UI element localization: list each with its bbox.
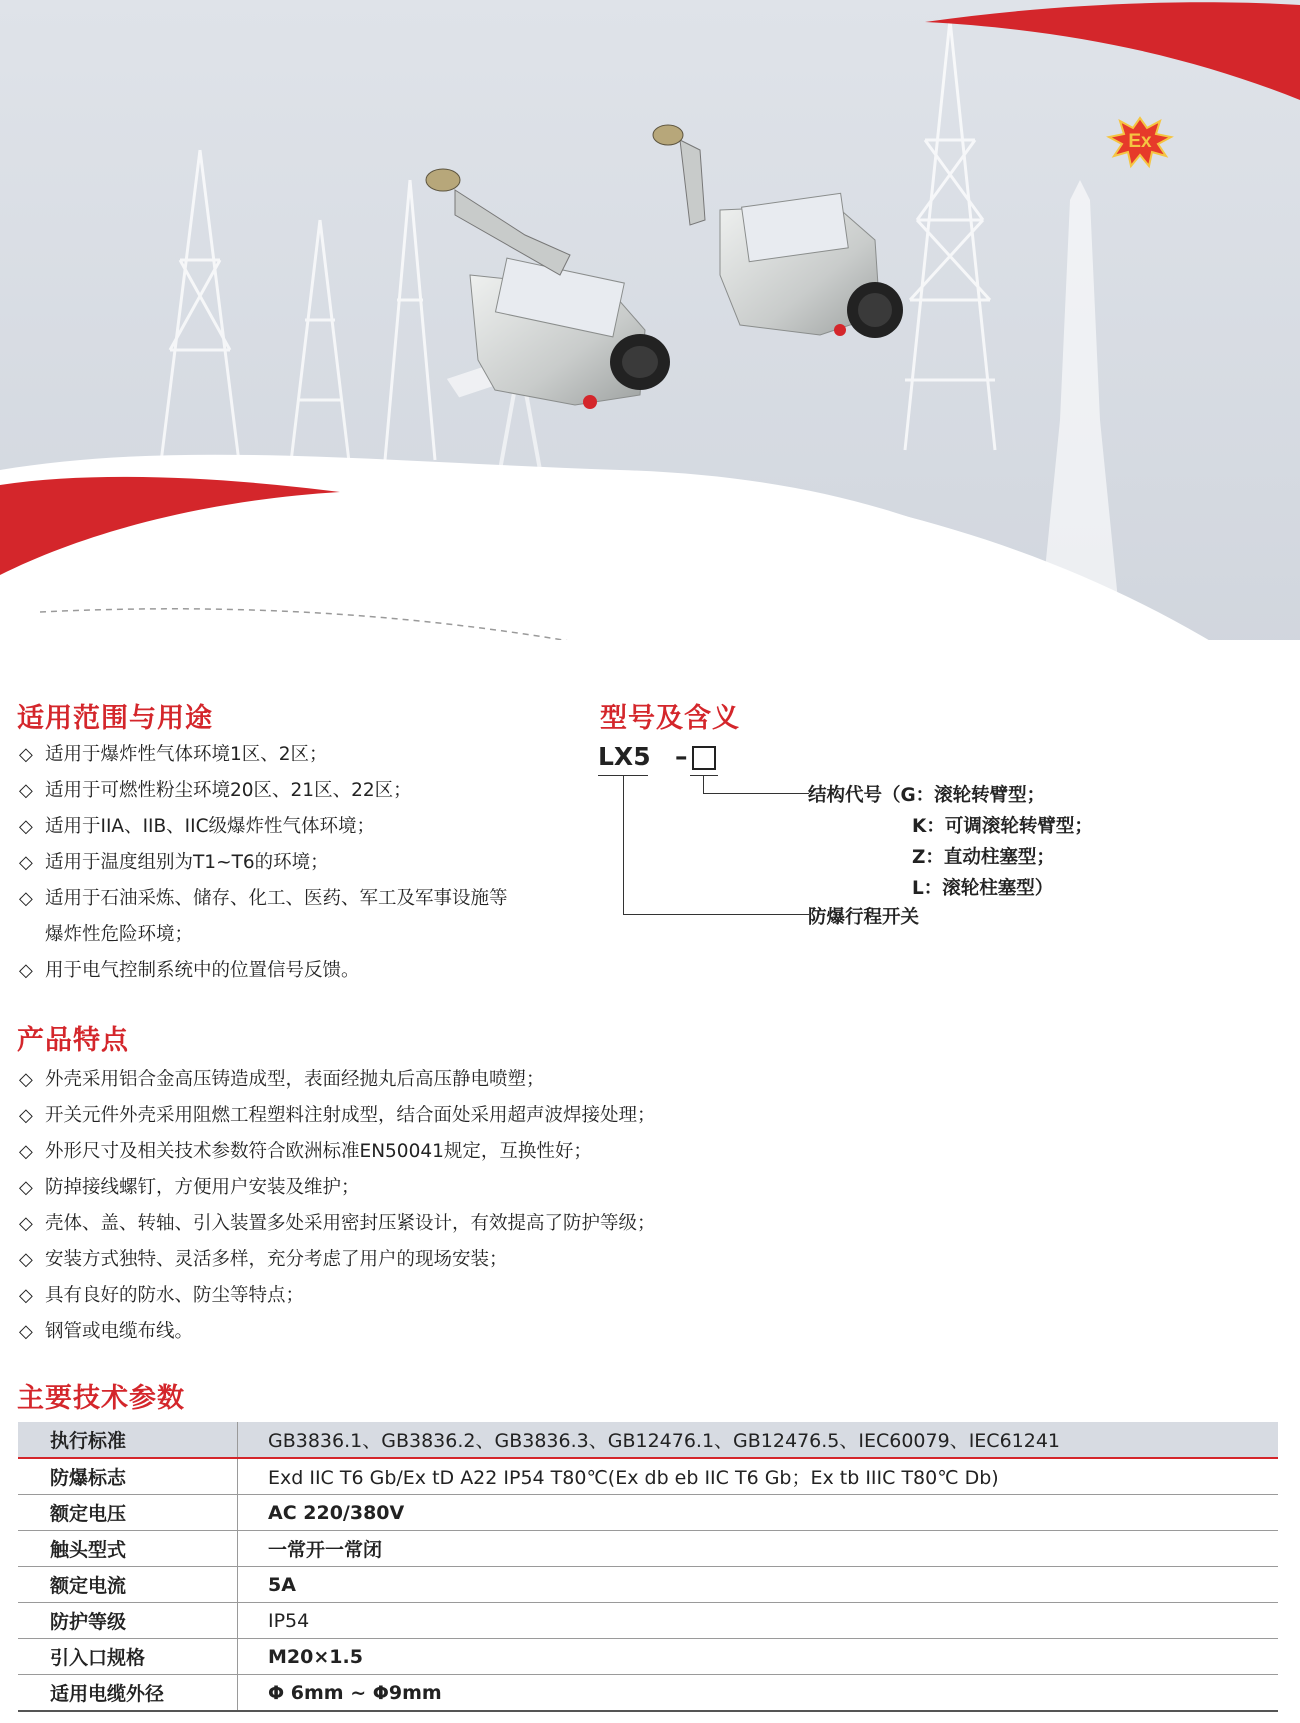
- diamond-bullet-icon: ◇: [19, 816, 33, 837]
- structure-line-2: K：可调滚轮转臂型；: [912, 816, 1093, 837]
- spec-value: M20×1.5: [238, 1639, 1279, 1675]
- spec-key: 防爆标志: [18, 1458, 238, 1495]
- list-item: [19, 1062, 1119, 1098]
- table-row: [18, 1603, 1278, 1639]
- table-row: [18, 1639, 1278, 1675]
- list-item: [19, 737, 579, 773]
- list-item: [19, 773, 579, 809]
- table-row: [18, 1531, 1278, 1567]
- diamond-bullet-icon: ◇: [19, 852, 33, 873]
- usage-item-text: 适用于温度组别为T1~T6的环境；: [45, 852, 329, 873]
- usage-list: [19, 737, 579, 989]
- spec-value: Exd IIC T6 Gb/Ex tD A22 IP54 T80℃(Ex db eb IIC T6 Gb；Ex tb IIIC T80℃ Db): [238, 1458, 1279, 1495]
- diamond-bullet-icon: ◇: [19, 780, 33, 801]
- spec-value: GB3836.1、GB3836.2、GB3836.3、GB12476.1、GB12476.5、IEC60079、IEC61241: [238, 1422, 1279, 1458]
- spec-key: 引入口规格: [18, 1639, 238, 1675]
- feature-item-text: 开关元件外壳采用阻燃工程塑料注射成型，结合面处采用超声波焊接处理；: [45, 1105, 656, 1126]
- spec-key: 执行标准: [18, 1422, 238, 1458]
- usage-item-text: 适用于IIA、IIB、IIC级爆炸性气体环境；: [45, 816, 376, 837]
- diamond-bullet-icon: ◇: [19, 1069, 33, 1090]
- feature-item-text: 防掉接线螺钉，方便用户安装及维护；: [45, 1177, 360, 1198]
- diamond-bullet-icon: ◇: [19, 1177, 33, 1198]
- table-row: [18, 1422, 1278, 1458]
- spec-value: 一常开一常闭: [238, 1531, 1279, 1567]
- spec-key: 防护等级: [18, 1603, 238, 1639]
- spec-key: 触头型式: [18, 1531, 238, 1567]
- list-item: [19, 1170, 1119, 1206]
- spec-key: 额定电压: [18, 1495, 238, 1531]
- spec-value: IP54: [238, 1603, 1279, 1639]
- diamond-bullet-icon: ◇: [19, 1213, 33, 1234]
- feature-item-text: 具有良好的防水、防尘等特点；: [45, 1285, 305, 1306]
- usage-title: 适用范围与用途: [17, 703, 213, 734]
- diamond-bullet-icon: ◇: [19, 1249, 33, 1270]
- list-item: [19, 1314, 1119, 1350]
- spec-value: AC 220/380V: [238, 1495, 1279, 1531]
- feature-item-text: 外壳采用铝合金高压铸造成型，表面经抛丸后高压静电喷塑；: [45, 1069, 545, 1090]
- list-item: [19, 1278, 1119, 1314]
- model-code: LX5: [598, 742, 651, 771]
- diamond-bullet-icon: ◇: [19, 744, 33, 765]
- list-item: [19, 1134, 1119, 1170]
- feature-item-text: 壳体、盖、转轴、引入装置多处采用密封压紧设计，有效提高了防护等级；: [45, 1213, 656, 1234]
- spec-value: Φ 6mm ~ Φ9mm: [238, 1675, 1279, 1712]
- list-item: [19, 1206, 1119, 1242]
- diamond-bullet-icon: ◇: [19, 1141, 33, 1162]
- switch-connector: [623, 775, 809, 915]
- diamond-bullet-icon: ◇: [19, 888, 33, 909]
- usage-item-text: 适用于爆炸性气体环境1区、2区；: [45, 744, 328, 765]
- spec-key: 额定电流: [18, 1567, 238, 1603]
- list-item: [19, 809, 579, 845]
- structure-line-4: L：滚轮柱塞型）: [912, 878, 1054, 899]
- feature-item-text: 安装方式独特、灵活多样，充分考虑了用户的现场安装；: [45, 1249, 508, 1270]
- switch-label: 防爆行程开关: [808, 907, 920, 928]
- list-item-continuation: [19, 917, 579, 953]
- list-item: [19, 953, 579, 989]
- table-row: [18, 1567, 1278, 1603]
- list-item: [19, 845, 579, 881]
- structure-line-1: 结构代号（G：滚轮转臂型；: [808, 785, 1046, 806]
- diamond-bullet-icon: ◇: [19, 1285, 33, 1306]
- list-item: [19, 1242, 1119, 1278]
- spec-value: 5A: [238, 1567, 1279, 1603]
- usage-item-text: 爆炸性危险环境；: [45, 924, 194, 945]
- hero-banner: [0, 0, 1300, 640]
- features-list: [19, 1062, 1119, 1350]
- diamond-bullet-icon: ◇: [19, 960, 33, 981]
- table-row: [18, 1458, 1278, 1495]
- table-row: [18, 1675, 1278, 1712]
- spec-key: 适用电缆外径: [18, 1675, 238, 1712]
- list-item: [19, 881, 579, 917]
- structure-line-3: Z：直动柱塞型；: [912, 847, 1055, 868]
- usage-item-text: 适用于可燃性粉尘环境20区、21区、22区；: [45, 780, 412, 801]
- model-title: 型号及含义: [600, 703, 740, 734]
- list-item: [19, 1098, 1119, 1134]
- usage-item-text: 适用于石油采炼、储存、化工、医药、军工及军事设施等: [45, 888, 508, 909]
- feature-item-text: 钢管或电缆布线。: [45, 1321, 194, 1342]
- usage-item-text: 用于电气控制系统中的位置信号反馈。: [45, 960, 360, 981]
- specs-table: [18, 1422, 1278, 1712]
- diamond-bullet-icon: ◇: [19, 1321, 33, 1342]
- feature-item-text: 外形尺寸及相关技术参数符合欧洲标准EN50041规定，互换性好；: [45, 1141, 592, 1162]
- table-row: [18, 1495, 1278, 1531]
- model-placeholder-box: [692, 746, 716, 770]
- specs-title: 主要技术参数: [17, 1383, 185, 1414]
- diamond-bullet-icon: ◇: [19, 1105, 33, 1126]
- ex-badge-text: Ex: [1128, 131, 1152, 152]
- features-title: 产品特点: [17, 1025, 129, 1056]
- model-dash: –: [675, 742, 688, 771]
